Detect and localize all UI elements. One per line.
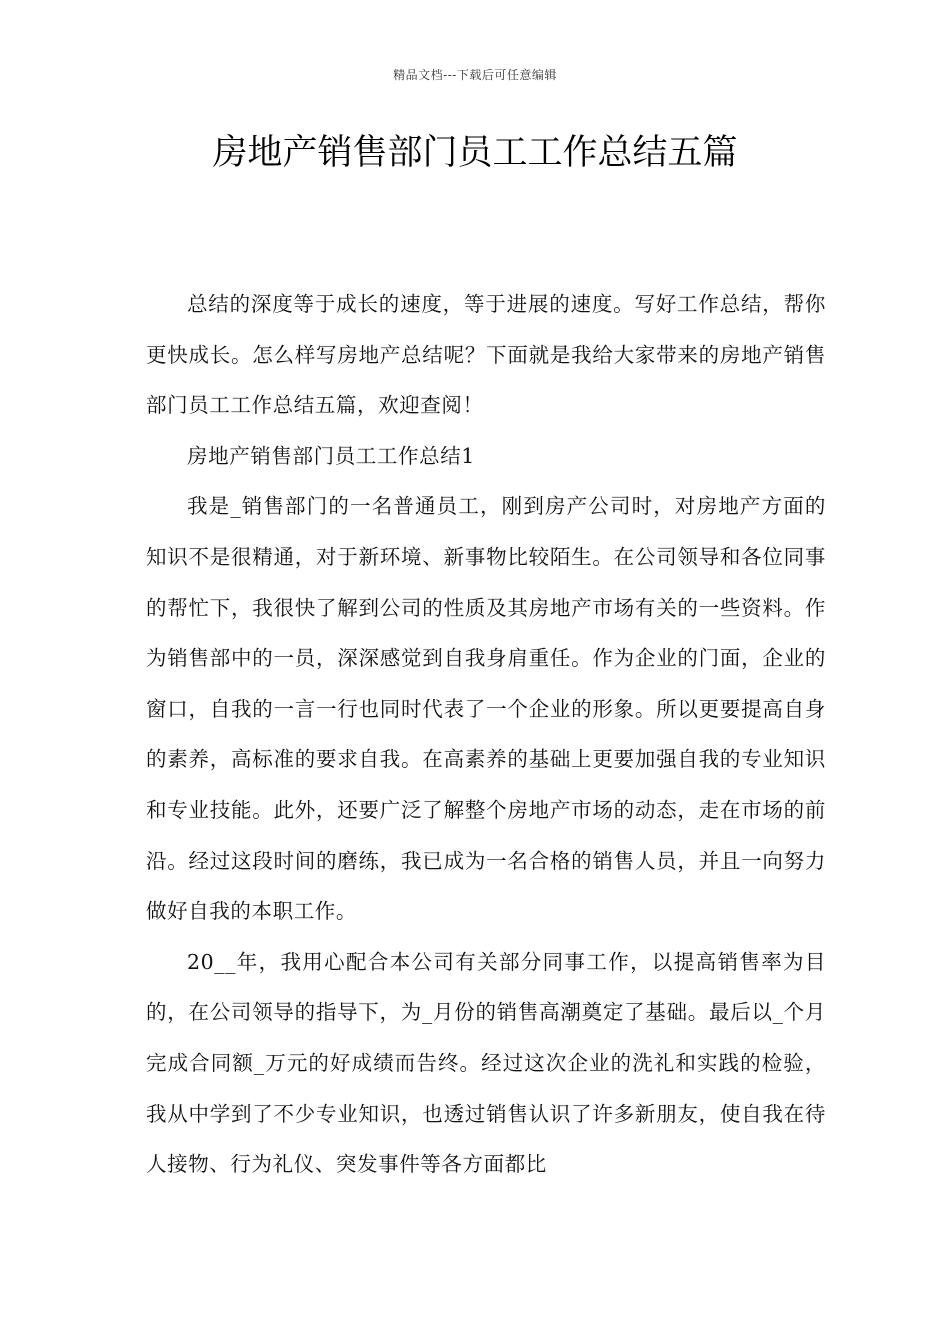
- document-body: [146, 279, 826, 1190]
- document-title: 房地产销售部门员工工作总结五篇: [212, 133, 738, 173]
- intro-paragraph: 总结的深度等于成长的速度，等于进展的速度。写好工作总结，帮你更快成长。怎么样写房地产总结呢？下面就是我给大家带来的房地产销售部门员工工作总结五篇，欢迎查阅！: [146, 292, 826, 418]
- section-heading: 房地产销售部门员工工作总结1: [187, 443, 475, 468]
- header-note: 精品文档---下载后可任意编辑: [393, 68, 557, 82]
- body-paragraph: 20__年，我用心配合本公司有关部分同事工作，以提高销售率为目的，在公司领导的指导下，为_月份的销售高潮奠定了基础。最后以_个月完成合同额_万元的好成绩而告终。经过这次企业的洗礼和实践的检验，我从中学到了不少专业知识，也透过销售认识了许多新朋友，使自我在待人接物、行为礼仪、突发事件等各方面都比: [146, 949, 826, 1177]
- body-paragraph: 我是_销售部门的一名普通员工，刚到房产公司时，对房地产方面的知识不是很精通，对于新环境、新事物比较陌生。在公司领导和各位同事的帮忙下，我很快了解到公司的性质及其房地产市场有关的一些资料。作为销售部中的一员，深深感觉到自我身肩重任。作为企业的门面，企业的窗口，自我的一言一行也同时代表了一个企业的形象。所以更要提高自身的素养，高标准的要求自我。在高素养的基础上更要加强自我的专业知识和专业技能。此外，还要广泛了解整个房地产市场的动态，走在市场的前沿。经过这段时间的磨练，我已成为一名合格的销售人员，并且一向努力做好自我的本职工作。: [146, 494, 826, 924]
